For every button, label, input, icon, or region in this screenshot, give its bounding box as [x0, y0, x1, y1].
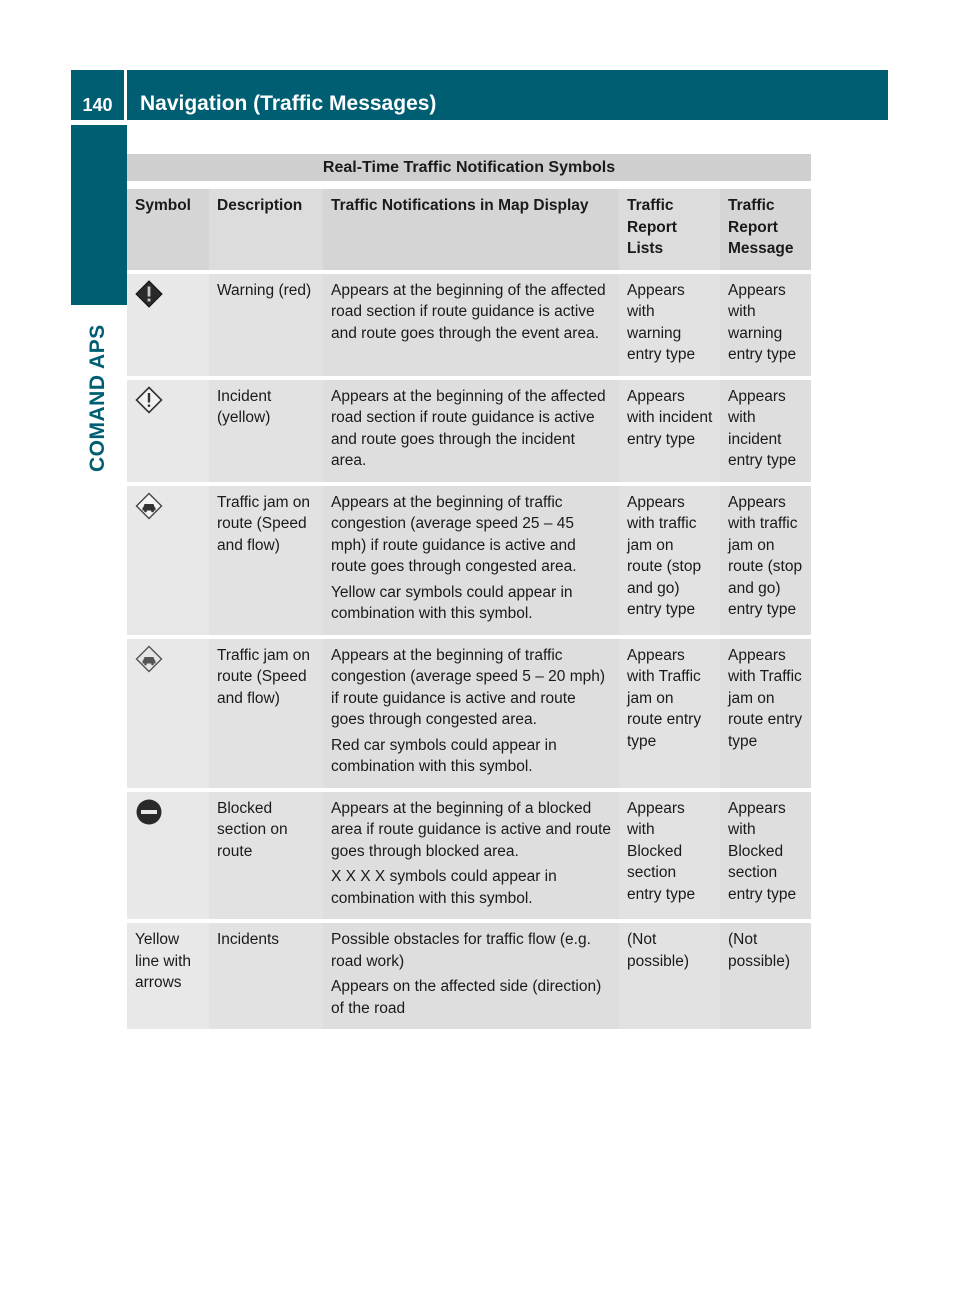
page-title: Navigation (Traffic Messages)	[140, 92, 437, 115]
table-header-row	[127, 189, 811, 272]
description-cell: Traffic jam on route (Speed and flow)	[209, 484, 323, 637]
table-row	[127, 378, 811, 484]
map-display-cell	[323, 790, 619, 922]
report-lists-cell: Appears with warning entry type	[619, 272, 720, 378]
report-message-cell: Appears with Traffic jam on route entry type	[720, 637, 811, 790]
incident-diamond-icon	[135, 386, 163, 414]
traffic-jam-red-icon	[135, 645, 163, 673]
map-display-note: Yellow car symbols could appear in combination with this symbol.	[331, 583, 573, 622]
description-cell: Warning (red)	[209, 272, 323, 378]
map-display-text: Appears at the beginning of traffic congestion (average speed 5 – 20 mph) if route guidance is active and route goes through congested area.	[331, 646, 606, 728]
report-lists-cell: (Not possible)	[619, 921, 720, 1031]
table-row	[127, 272, 811, 378]
description-cell: Blocked section on route	[209, 790, 323, 922]
report-message-cell: (Not possible)	[720, 921, 811, 1031]
header-report-message: Traffic Report Message	[720, 189, 811, 272]
map-display-cell	[323, 921, 619, 1031]
description-cell: Incidents	[209, 921, 323, 1031]
description-cell: Traffic jam on route (Speed and flow)	[209, 637, 323, 790]
report-lists-cell: Appears with Blocked section entry type	[619, 790, 720, 922]
header-description: Description	[209, 189, 323, 272]
symbol-cell	[127, 378, 209, 484]
map-display-note: X X X X symbols could appear in combination with this symbol.	[331, 868, 557, 907]
table-row	[127, 484, 811, 637]
map-display-cell	[323, 484, 619, 637]
header-report-lists: Traffic Report Lists	[619, 189, 720, 272]
table-row	[127, 790, 811, 922]
table-row	[127, 637, 811, 790]
map-display-text: Appears at the beginning of a blocked area if route guidance is active and route goes through blocked area.	[331, 799, 612, 860]
symbol-cell	[127, 790, 209, 922]
map-display-text: Appears at the beginning of the affected road section if route guidance is active and route goes through the event area.	[331, 281, 606, 342]
map-display-note: Appears on the affected side (direction) of the road	[331, 978, 602, 1017]
symbol-cell	[127, 484, 209, 637]
sidebar-color-block	[71, 125, 127, 305]
symbols-table	[127, 189, 811, 1033]
map-display-text: Appears at the beginning of the affected road section if route guidance is active and route goes through the incident area.	[331, 387, 606, 469]
symbol-cell	[127, 272, 209, 378]
page-number: 140	[71, 70, 127, 120]
map-display-text: Possible obstacles for traffic flow (e.g. road work)	[331, 931, 591, 970]
report-message-cell: Appears with Blocked section entry type	[720, 790, 811, 922]
report-lists-cell: Appears with traffic jam on route (stop and go) entry type	[619, 484, 720, 637]
blocked-section-icon	[135, 798, 163, 826]
map-display-cell	[323, 637, 619, 790]
table-caption: Real-Time Traffic Notification Symbols	[127, 154, 811, 181]
table-row	[127, 921, 811, 1031]
symbols-table-wrapper	[127, 154, 811, 1033]
map-display-cell	[323, 272, 619, 378]
sidebar-section-label: COMAND APS	[86, 324, 109, 472]
report-lists-cell: Appears with incident entry type	[619, 378, 720, 484]
report-message-cell: Appears with warning entry type	[720, 272, 811, 378]
map-display-note: Red car symbols could appear in combination with this symbol.	[331, 736, 557, 775]
symbol-cell	[127, 637, 209, 790]
description-cell: Incident (yellow)	[209, 378, 323, 484]
warning-diamond-icon	[135, 280, 163, 308]
report-lists-cell: Appears with Traffic jam on route entry type	[619, 637, 720, 790]
map-display-cell	[323, 378, 619, 484]
report-message-cell: Appears with traffic jam on route (stop and go) entry type	[720, 484, 811, 637]
map-display-text: Appears at the beginning of traffic congestion (average speed 25 – 45 mph) if route guidance is active and route goes through congested area.	[331, 493, 577, 575]
report-message-cell: Appears with incident entry type	[720, 378, 811, 484]
header-map-display: Traffic Notifications in Map Display	[323, 189, 619, 272]
traffic-jam-yellow-icon	[135, 492, 163, 520]
header-symbol: Symbol	[127, 189, 209, 272]
symbol-cell: Yellow line with arrows	[127, 921, 209, 1031]
